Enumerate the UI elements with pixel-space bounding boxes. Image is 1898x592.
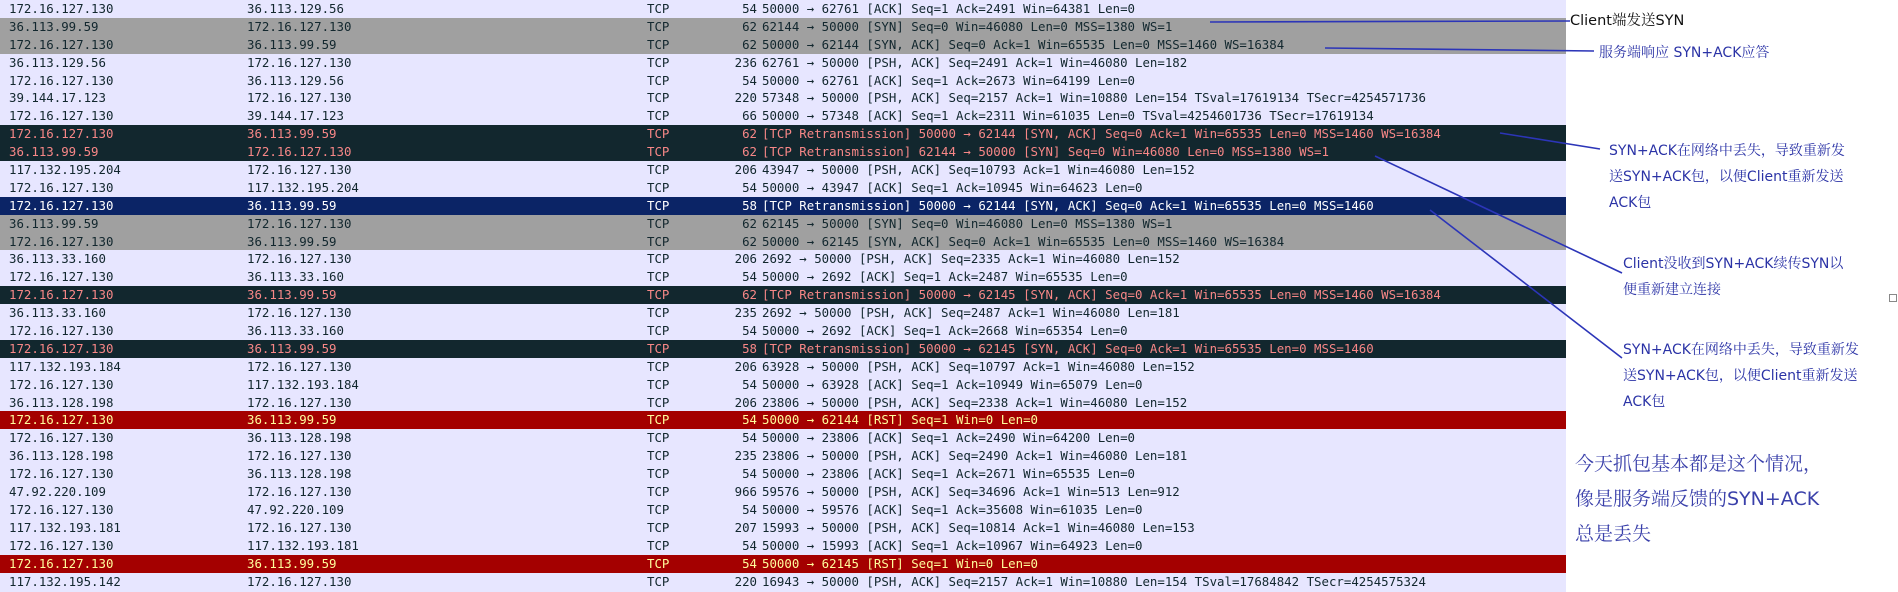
packet-destination: 36.113.129.56 — [247, 1, 344, 16]
packet-length: 206 — [734, 251, 757, 267]
note-line: 像是服务端反馈的SYN+ACK — [1575, 488, 1820, 510]
packet-row[interactable] — [0, 411, 1566, 429]
packet-source: 172.16.127.130 — [9, 126, 114, 142]
packet-length: 235 — [734, 305, 757, 321]
packet-source: 172.16.127.130 — [9, 287, 114, 303]
packet-row[interactable] — [0, 36, 1566, 54]
note-line: 送SYN+ACK包，以便Client重新发送 — [1609, 169, 1844, 185]
packet-source: 172.16.127.130 — [9, 412, 114, 428]
packet-destination: 36.113.128.198 — [247, 466, 352, 482]
packet-info: 43947 → 50000 [PSH, ACK] Seq=10793 Ack=1 Win=46080 Len=152 — [762, 162, 1195, 178]
packet-source: 117.132.193.181 — [9, 519, 121, 535]
packet-protocol: TCP — [647, 555, 670, 571]
note-line: SYN+ACK在网络中丢失，导致重新发 — [1609, 143, 1845, 159]
packet-length: 54 — [742, 72, 757, 88]
packet-destination: 172.16.127.130 — [247, 305, 352, 321]
packet-length: 62 — [742, 144, 757, 160]
packet-length: 54 — [742, 466, 757, 482]
packet-destination: 172.16.127.130 — [247, 144, 352, 160]
packet-row[interactable] — [0, 161, 1566, 179]
packet-length: 62 — [742, 36, 757, 52]
packet-destination: 172.16.127.130 — [247, 484, 352, 500]
packet-length: 54 — [742, 412, 757, 428]
packet-protocol: TCP — [647, 36, 670, 52]
packet-source: 172.16.127.130 — [9, 340, 114, 356]
packet-destination: 36.113.99.59 — [247, 126, 337, 142]
packet-row[interactable] — [0, 286, 1566, 304]
packet-source: 172.16.127.130 — [9, 36, 114, 52]
packet-length: 62 — [742, 18, 757, 34]
packet-protocol: TCP — [647, 573, 670, 589]
packet-length: 966 — [734, 484, 757, 500]
packet-protocol: TCP — [647, 501, 670, 517]
packet-row[interactable] — [0, 501, 1566, 519]
note-client-syn: Client端发送SYN — [1570, 13, 1685, 29]
packet-length: 235 — [734, 448, 757, 464]
packet-info: [TCP Retransmission] 50000 → 62144 [SYN, ACK] Seq=0 Ack=1 Win=65535 Len=0 MSS=1460 — [762, 197, 1374, 213]
packet-row[interactable] — [0, 483, 1566, 501]
packet-destination: 36.113.99.59 — [247, 412, 337, 428]
packet-destination: 47.92.220.109 — [247, 501, 344, 517]
scroll-handle[interactable] — [1889, 294, 1897, 302]
packet-info: 23806 → 50000 [PSH, ACK] Seq=2490 Ack=1 Win=46080 Len=181 — [762, 448, 1188, 464]
note-line: SYN+ACK在网络中丢失，导致重新发 — [1623, 342, 1859, 358]
packet-source: 172.16.127.130 — [9, 323, 114, 339]
packet-protocol: TCP — [647, 394, 670, 410]
packet-info: 63928 → 50000 [PSH, ACK] Seq=10797 Ack=1 Win=46080 Len=152 — [762, 358, 1195, 374]
packet-protocol: TCP — [647, 519, 670, 535]
note-line: 便重新建立连接 — [1623, 282, 1721, 298]
packet-destination: 172.16.127.130 — [247, 519, 352, 535]
packet-protocol: TCP — [647, 484, 670, 500]
packet-source: 36.113.129.56 — [9, 54, 106, 70]
packet-length: 207 — [734, 519, 757, 535]
note-synack-lost-2 — [1623, 337, 1859, 415]
packet-protocol: TCP — [647, 358, 670, 374]
packet-length: 58 — [742, 197, 757, 213]
packet-info: 15993 → 50000 [PSH, ACK] Seq=10814 Ack=1 Win=46080 Len=153 — [762, 519, 1195, 535]
packet-source: 172.16.127.130 — [9, 72, 114, 88]
packet-row[interactable] — [0, 0, 1566, 18]
packet-row[interactable] — [0, 143, 1566, 161]
packet-length: 54 — [742, 179, 757, 195]
packet-source: 172.16.127.130 — [9, 269, 114, 285]
packet-row[interactable] — [0, 555, 1566, 573]
packet-source: 172.16.127.130 — [9, 179, 114, 195]
packet-info: 23806 → 50000 [PSH, ACK] Seq=2338 Ack=1 Win=46080 Len=152 — [762, 394, 1188, 410]
packet-info: [TCP Retransmission] 62144 → 50000 [SYN] Seq=0 Win=46080 Len=0 MSS=1380 WS=1 — [762, 144, 1329, 160]
packet-row[interactable] — [0, 72, 1566, 90]
packet-destination: 36.113.99.59 — [247, 555, 337, 571]
note-line: 送SYN+ACK包，以便Client重新发送 — [1623, 368, 1858, 384]
packet-protocol: TCP — [647, 90, 670, 106]
packet-protocol: TCP — [647, 144, 670, 160]
packet-protocol: TCP — [647, 126, 670, 142]
packet-row[interactable] — [0, 54, 1566, 72]
packet-row[interactable] — [0, 322, 1566, 340]
packet-info: 50000 → 23806 [ACK] Seq=1 Ack=2490 Win=64200 Len=0 — [762, 430, 1135, 446]
packet-source: 36.113.33.160 — [9, 305, 106, 321]
packet-info: 62145 → 50000 [SYN] Seq=0 Win=46080 Len=0 MSS=1380 WS=1 — [762, 215, 1173, 231]
packet-protocol: TCP — [647, 269, 670, 285]
packet-info: 50000 → 62145 [SYN, ACK] Seq=0 Ack=1 Win=65535 Len=0 MSS=1460 WS=16384 — [762, 233, 1285, 249]
packet-row[interactable] — [0, 537, 1566, 555]
packet-destination: 117.132.193.181 — [247, 537, 359, 553]
packet-length: 206 — [734, 358, 757, 374]
packet-protocol: TCP — [647, 448, 670, 464]
packet-row[interactable] — [0, 250, 1566, 268]
packet-info: 50000 → 62145 [RST] Seq=1 Win=0 Len=0 — [762, 555, 1039, 571]
packet-destination: 36.113.99.59 — [247, 197, 337, 213]
packet-length: 206 — [734, 162, 757, 178]
packet-source: 117.132.195.204 — [9, 162, 121, 178]
packet-source: 117.132.193.184 — [9, 358, 121, 374]
packet-source: 36.113.33.160 — [9, 251, 106, 267]
packet-length: 220 — [734, 90, 757, 106]
note-line: ACK包 — [1623, 394, 1666, 410]
packet-row[interactable] — [0, 376, 1566, 394]
packet-row[interactable] — [0, 465, 1566, 483]
packet-row[interactable] — [0, 179, 1566, 197]
packet-protocol: TCP — [647, 537, 670, 553]
packet-length: 62 — [742, 126, 757, 142]
packet-protocol: TCP — [647, 251, 670, 267]
packet-row[interactable] — [0, 268, 1566, 286]
packet-source: 117.132.195.142 — [9, 573, 121, 589]
packet-protocol: TCP — [647, 466, 670, 482]
packet-protocol: TCP — [647, 376, 670, 392]
packet-length: 220 — [734, 573, 757, 589]
packet-protocol: TCP — [647, 18, 670, 34]
packet-protocol: TCP — [647, 162, 670, 178]
packet-info: 50000 → 59576 [ACK] Seq=1 Ack=35608 Win=61035 Len=0 — [762, 501, 1143, 517]
packet-length: 54 — [742, 555, 757, 571]
packet-source: 172.16.127.130 — [9, 108, 114, 124]
packet-destination: 172.16.127.130 — [247, 573, 352, 589]
packet-destination: 172.16.127.130 — [247, 251, 352, 267]
packet-source: 172.16.127.130 — [9, 233, 114, 249]
note-line: Client没收到SYN+ACK续传SYN以 — [1623, 256, 1844, 272]
packet-protocol: TCP — [647, 323, 670, 339]
packet-info: 50000 → 57348 [ACK] Seq=1 Ack=2311 Win=61035 Len=0 TSval=4254601736 TSecr=17619134 — [762, 108, 1374, 124]
packet-info: 2692 → 50000 [PSH, ACK] Seq=2335 Ack=1 Win=46080 Len=152 — [762, 251, 1180, 267]
packet-destination: 117.132.195.204 — [247, 179, 359, 195]
packet-info: [TCP Retransmission] 50000 → 62145 [SYN, ACK] Seq=0 Ack=1 Win=65535 Len=0 MSS=1460 — [762, 340, 1374, 356]
packet-info: [TCP Retransmission] 50000 → 62145 [SYN, ACK] Seq=0 Ack=1 Win=65535 Len=0 MSS=1460 WS=16384 — [762, 287, 1441, 303]
packet-length: 54 — [742, 323, 757, 339]
note-summary — [1575, 447, 1822, 552]
packet-info: 62144 → 50000 [SYN] Seq=0 Win=46080 Len=0 MSS=1380 WS=1 — [762, 18, 1173, 34]
packet-protocol: TCP — [647, 430, 670, 446]
packet-source: 36.113.128.198 — [9, 448, 114, 464]
packet-length: 54 — [742, 430, 757, 446]
packet-length: 206 — [734, 394, 757, 410]
packet-protocol: TCP — [647, 179, 670, 195]
packet-info: 57348 → 50000 [PSH, ACK] Seq=2157 Ack=1 Win=10880 Len=154 TSval=17619134 TSecr=4254571736 — [762, 90, 1426, 106]
packet-source: 39.144.17.123 — [9, 90, 106, 106]
packet-source: 36.113.99.59 — [9, 18, 99, 34]
packet-source: 172.16.127.130 — [9, 430, 114, 446]
packet-destination: 172.16.127.130 — [247, 358, 352, 374]
packet-info: 50000 → 62761 [ACK] Seq=1 Ack=2491 Win=64381 Len=0 — [762, 1, 1135, 16]
packet-info: 16943 → 50000 [PSH, ACK] Seq=2157 Ack=1 Win=10880 Len=154 TSval=17684842 TSecr=4254575324 — [762, 573, 1426, 589]
packet-row[interactable] — [0, 18, 1566, 36]
packet-source: 36.113.99.59 — [9, 144, 99, 160]
packet-row[interactable] — [0, 340, 1566, 358]
packet-protocol: TCP — [647, 197, 670, 213]
packet-destination: 36.113.128.198 — [247, 430, 352, 446]
packet-source: 172.16.127.130 — [9, 501, 114, 517]
packet-source: 172.16.127.130 — [9, 466, 114, 482]
packet-length: 236 — [734, 54, 757, 70]
packet-protocol: TCP — [647, 54, 670, 70]
packet-row[interactable] — [0, 215, 1566, 233]
packet-protocol: TCP — [647, 412, 670, 428]
packet-protocol: TCP — [647, 1, 670, 16]
packet-length: 54 — [742, 501, 757, 517]
packet-info: 50000 → 62144 [SYN, ACK] Seq=0 Ack=1 Win=65535 Len=0 MSS=1460 WS=16384 — [762, 36, 1285, 52]
packet-row[interactable] — [0, 304, 1566, 322]
packet-info: 50000 → 62761 [ACK] Seq=1 Ack=2673 Win=64199 Len=0 — [762, 72, 1135, 88]
packet-info: 50000 → 2692 [ACK] Seq=1 Ack=2487 Win=65535 Len=0 — [762, 269, 1128, 285]
packet-info: 50000 → 43947 [ACK] Seq=1 Ack=10945 Win=64623 Len=0 — [762, 179, 1143, 195]
packet-protocol: TCP — [647, 287, 670, 303]
packet-row[interactable] — [0, 573, 1566, 591]
packet-source: 172.16.127.130 — [9, 1, 114, 16]
packet-info: 50000 → 23806 [ACK] Seq=1 Ack=2671 Win=65535 Len=0 — [762, 466, 1135, 482]
packet-protocol: TCP — [647, 215, 670, 231]
packet-row[interactable] — [0, 233, 1566, 251]
packet-protocol: TCP — [647, 108, 670, 124]
packet-length: 62 — [742, 287, 757, 303]
packet-row[interactable] — [0, 107, 1566, 125]
packet-info: 62761 → 50000 [PSH, ACK] Seq=2491 Ack=1 Win=46080 Len=182 — [762, 54, 1188, 70]
packet-destination: 172.16.127.130 — [247, 18, 352, 34]
packet-destination: 36.113.99.59 — [247, 340, 337, 356]
packet-row[interactable] — [0, 125, 1566, 143]
packet-destination: 172.16.127.130 — [247, 54, 352, 70]
packet-source: 172.16.127.130 — [9, 197, 114, 213]
packet-row[interactable] — [0, 358, 1566, 376]
packet-info: [TCP Retransmission] 50000 → 62144 [SYN, ACK] Seq=0 Ack=1 Win=65535 Len=0 MSS=1460 WS=16384 — [762, 126, 1441, 142]
packet-info: 50000 → 15993 [ACK] Seq=1 Ack=10967 Win=64923 Len=0 — [762, 537, 1143, 553]
packet-length: 62 — [742, 215, 757, 231]
packet-destination: 36.113.33.160 — [247, 323, 344, 339]
packet-info: 50000 → 2692 [ACK] Seq=1 Ack=2668 Win=65354 Len=0 — [762, 323, 1128, 339]
packet-destination: 172.16.127.130 — [247, 394, 352, 410]
packet-protocol: TCP — [647, 72, 670, 88]
note-line: 总是丢失 — [1575, 523, 1652, 545]
packet-source: 36.113.99.59 — [9, 215, 99, 231]
packet-source: 172.16.127.130 — [9, 376, 114, 392]
packet-destination: 36.113.33.160 — [247, 269, 344, 285]
packet-row[interactable] — [0, 447, 1566, 465]
packet-length: 54 — [742, 376, 757, 392]
packet-info: 59576 → 50000 [PSH, ACK] Seq=34696 Ack=1 Win=513 Len=912 — [762, 484, 1180, 500]
packet-length: 66 — [742, 108, 757, 124]
packet-destination: 172.16.127.130 — [247, 448, 352, 464]
packet-source: 47.92.220.109 — [9, 484, 106, 500]
packet-row[interactable] — [0, 519, 1566, 537]
packet-destination: 172.16.127.130 — [247, 90, 352, 106]
packet-length: 58 — [742, 340, 757, 356]
packet-destination: 36.113.129.56 — [247, 72, 344, 88]
packet-destination: 39.144.17.123 — [247, 108, 344, 124]
note-line: ACK包 — [1609, 195, 1652, 211]
packet-length: 54 — [742, 537, 757, 553]
packet-row[interactable] — [0, 89, 1566, 107]
note-client-resend — [1623, 251, 1843, 303]
packet-destination: 172.16.127.130 — [247, 162, 352, 178]
packet-info: 2692 → 50000 [PSH, ACK] Seq=2487 Ack=1 Win=46080 Len=181 — [762, 305, 1180, 321]
packet-length: 54 — [742, 1, 757, 16]
packet-row[interactable] — [0, 197, 1566, 215]
note-line: 今天抓包基本都是这个情况， — [1575, 453, 1823, 475]
packet-destination: 117.132.193.184 — [247, 376, 359, 392]
packet-source: 172.16.127.130 — [9, 537, 114, 553]
packet-info: 50000 → 62144 [RST] Seq=1 Win=0 Len=0 — [762, 412, 1039, 428]
packet-length: 62 — [742, 233, 757, 249]
packet-info: 50000 → 63928 [ACK] Seq=1 Ack=10949 Win=65079 Len=0 — [762, 376, 1143, 392]
packet-row[interactable] — [0, 394, 1566, 412]
packet-destination: 36.113.99.59 — [247, 36, 337, 52]
packet-protocol: TCP — [647, 233, 670, 249]
packet-destination: 172.16.127.130 — [247, 215, 352, 231]
packet-protocol: TCP — [647, 340, 670, 356]
note-synack-lost-1 — [1609, 138, 1845, 216]
packet-row[interactable] — [0, 429, 1566, 447]
packet-protocol: TCP — [647, 305, 670, 321]
note-server-synack: 服务端响应 SYN+ACK应答 — [1599, 45, 1770, 61]
packet-length: 54 — [742, 269, 757, 285]
packet-destination: 36.113.99.59 — [247, 287, 337, 303]
packet-source: 172.16.127.130 — [9, 555, 114, 571]
packet-source: 36.113.128.198 — [9, 394, 114, 410]
packet-destination: 36.113.99.59 — [247, 233, 337, 249]
